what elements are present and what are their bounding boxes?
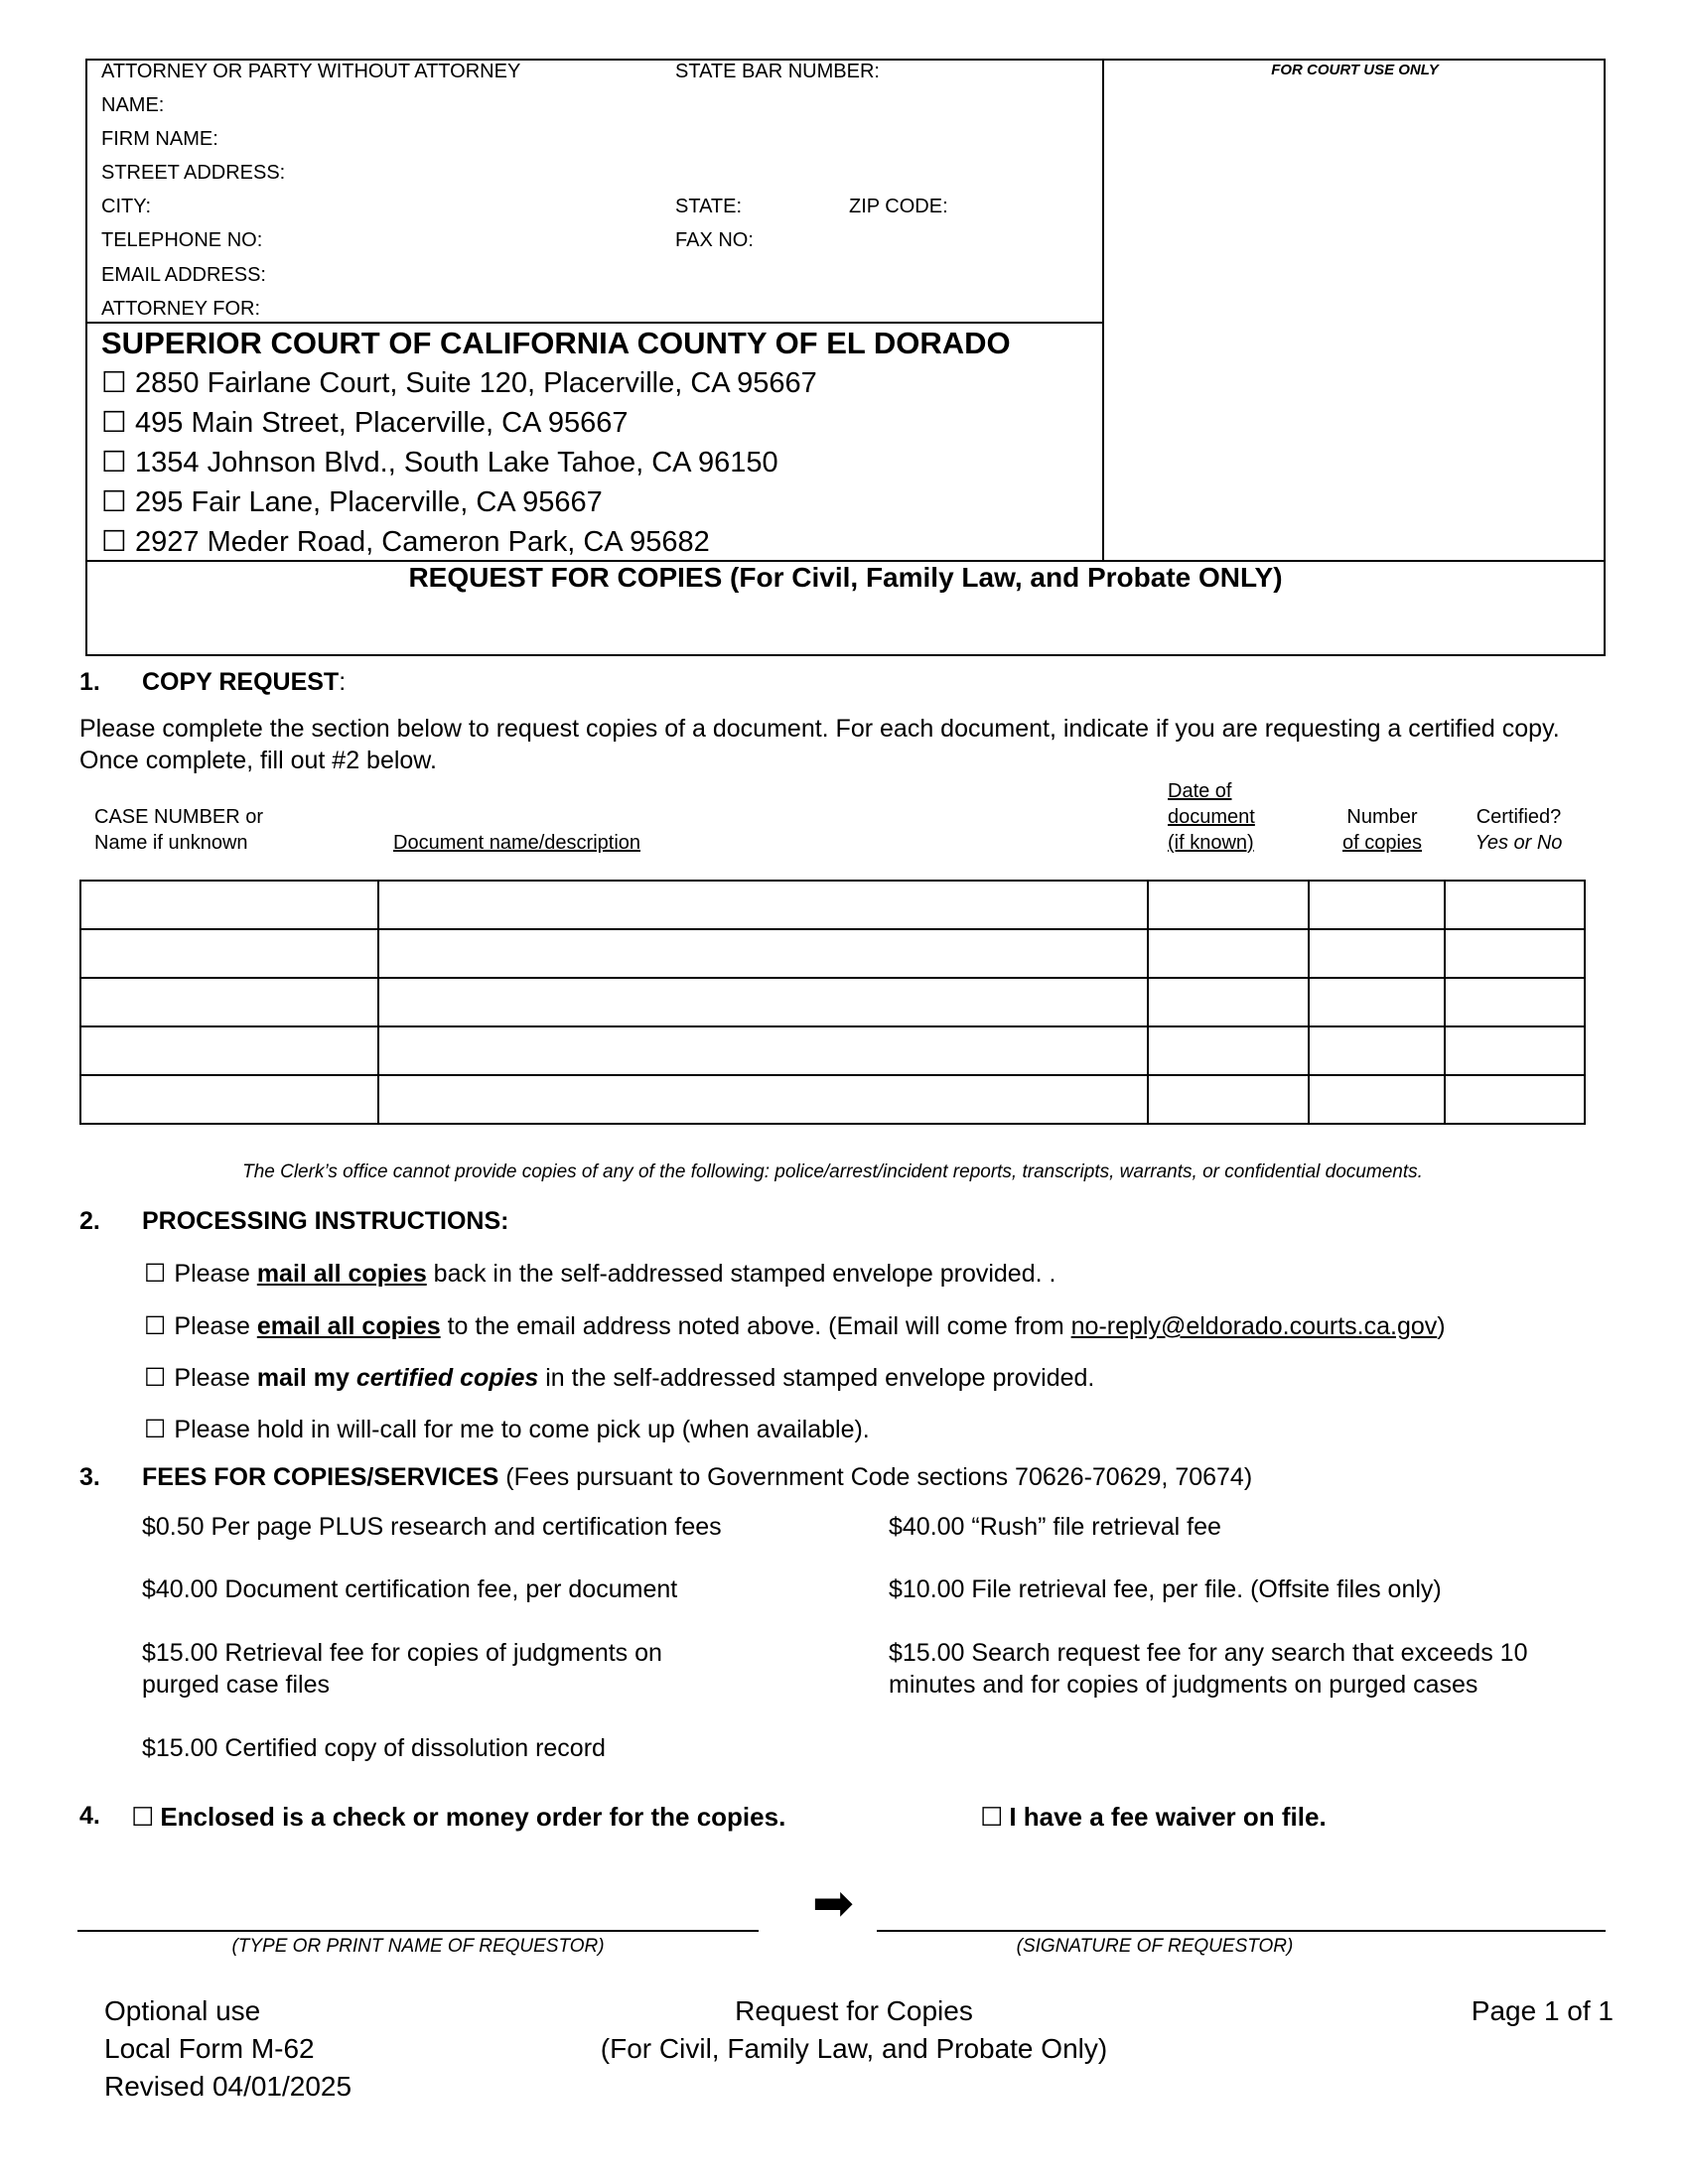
requestor-signature-label: (SIGNATURE OF REQUESTOR)	[1016, 1936, 1294, 1957]
footer-form-info: Optional use Local Form M-62 Revised 04/01/2025	[104, 1995, 352, 2102]
checkbox-icon[interactable]	[131, 1802, 154, 1832]
fee-item: $40.00 “Rush” file retrieval fee	[889, 1513, 1221, 1541]
table-row	[80, 1075, 1585, 1124]
section-2-title: PROCESSING INSTRUCTIONS:	[142, 1207, 509, 1235]
table-row	[80, 881, 1585, 929]
section-1-title: COPY REQUEST:	[142, 668, 347, 696]
city-label: CITY:	[101, 196, 152, 217]
court-location-option[interactable]: ☐ 295 Fair Lane, Placerville, CA 95667	[101, 484, 603, 519]
noreply-email-link[interactable]: no-reply@eldorado.courts.ca.gov	[1070, 1312, 1438, 1340]
section-2-number: 2.	[79, 1207, 100, 1235]
option-fee-waiver[interactable]: ☐ I have a fee waiver on file.	[980, 1802, 1327, 1833]
copies-count-cell[interactable]	[1309, 1075, 1445, 1124]
arrow-right-icon: ➡	[812, 1874, 854, 1932]
name-label: NAME:	[101, 94, 165, 116]
copies-count-cell[interactable]	[1309, 881, 1445, 929]
clerk-restriction-note: The Clerk’s office cannot provide copies of any of the following: police/arrest/incident reports, transcripts, warrants, or confidential documents.	[242, 1161, 1423, 1182]
document-date-cell[interactable]	[1148, 881, 1310, 929]
table-row	[80, 929, 1585, 978]
document-date-cell[interactable]	[1148, 1026, 1310, 1075]
requestor-signature-line[interactable]	[877, 1930, 1606, 1932]
email-address-label: EMAIL ADDRESS:	[101, 264, 266, 286]
document-date-cell[interactable]	[1148, 929, 1310, 978]
firm-name-label: FIRM NAME:	[101, 128, 218, 150]
table-row	[80, 978, 1585, 1026]
fee-item: $0.50 Per page PLUS research and certification fees	[142, 1513, 722, 1541]
section-1-number: 1.	[79, 668, 100, 696]
checkbox-icon[interactable]	[980, 1802, 1003, 1832]
certified-cell[interactable]	[1445, 978, 1585, 1026]
copies-count-cell[interactable]	[1309, 978, 1445, 1026]
option-mail-certified-copies[interactable]: ☐ Please mail my certified copies in the self-addressed stamped envelope provided.	[144, 1363, 1094, 1393]
requestor-name-label: (TYPE OR PRINT NAME OF REQUESTOR)	[231, 1936, 605, 1957]
col-header-date: Date of document (if known)	[1168, 780, 1255, 854]
document-date-cell[interactable]	[1148, 978, 1310, 1026]
court-location-option[interactable]: ☐ 1354 Johnson Blvd., South Lake Tahoe, CA 96150	[101, 445, 778, 479]
caption-divider-court	[85, 322, 1104, 324]
option-will-call[interactable]: ☐ Please hold in will-call for me to come pick up (when available).	[144, 1415, 870, 1444]
document-name-cell[interactable]	[378, 1075, 1148, 1124]
certified-cell[interactable]	[1445, 1026, 1585, 1075]
zip-code-label: ZIP CODE:	[849, 196, 948, 217]
checkbox-icon[interactable]	[144, 1260, 166, 1288]
certified-cell[interactable]	[1445, 881, 1585, 929]
telephone-label: TELEPHONE NO:	[101, 229, 263, 251]
attorney-for-label: ATTORNEY FOR:	[101, 298, 261, 320]
page-number: Page 1 of 1	[1471, 1995, 1614, 2026]
col-header-certified: Certified? Yes or No	[1475, 806, 1563, 854]
document-name-cell[interactable]	[378, 929, 1148, 978]
case-number-cell[interactable]	[80, 881, 378, 929]
footer-form-title: Request for Copies (For Civil, Family Law, and Probate Only)	[600, 1995, 1108, 2064]
document-date-cell[interactable]	[1148, 1075, 1310, 1124]
col-header-copies: Number of copies	[1341, 806, 1423, 854]
option-check-enclosed[interactable]: ☐ Enclosed is a check or money order for the copies.	[131, 1802, 785, 1833]
form-title: REQUEST FOR COPIES (For Civil, Family Law, and Probate ONLY)	[408, 562, 1283, 593]
fee-item: $15.00 Search request fee for any search that exceeds 10 minutes and for copies of judgments on purged cases	[889, 1639, 1528, 1699]
court-location-option[interactable]: ☐ 2927 Meder Road, Cameron Park, CA 95682	[101, 524, 710, 559]
section-3-number: 3.	[79, 1463, 100, 1491]
checkbox-icon[interactable]	[101, 486, 127, 518]
option-mail-all-copies[interactable]: ☐ Please mail all copies back in the self-addressed stamped envelope provided. .	[144, 1259, 1055, 1289]
fee-item: $40.00 Document certification fee, per document	[142, 1575, 678, 1603]
certified-cell[interactable]	[1445, 929, 1585, 978]
document-name-cell[interactable]	[378, 881, 1148, 929]
copy-request-table	[79, 880, 1586, 1125]
section-3-title: FEES FOR COPIES/SERVICES (Fees pursuant to Government Code sections 70626-70629, 70674)	[142, 1463, 1253, 1491]
court-use-label: FOR COURT USE ONLY	[1271, 62, 1439, 78]
fee-item: $15.00 Certified copy of dissolution record	[142, 1734, 606, 1762]
checkbox-icon[interactable]	[144, 1364, 166, 1392]
table-row	[80, 1026, 1585, 1075]
case-number-cell[interactable]	[80, 1075, 378, 1124]
option-email-all-copies[interactable]: ☐ Please email all copies to the email address noted above. (Email will come from no-reply@eldorado.courts.ca.gov)	[144, 1311, 1446, 1341]
checkbox-icon[interactable]	[101, 407, 127, 439]
document-name-cell[interactable]	[378, 1026, 1148, 1075]
fee-item: $10.00 File retrieval fee, per file. (Offsite files only)	[889, 1575, 1442, 1603]
section-4-number: 4.	[79, 1802, 100, 1830]
court-name: SUPERIOR COURT OF CALIFORNIA COUNTY OF EL DORADO	[101, 326, 1011, 360]
col-header-case: CASE NUMBER or Name if unknown	[94, 806, 264, 854]
certified-cell[interactable]	[1445, 1075, 1585, 1124]
fee-item: $15.00 Retrieval fee for copies of judgments on purged case files	[142, 1639, 662, 1699]
copies-count-cell[interactable]	[1309, 929, 1445, 978]
state-bar-label: STATE BAR NUMBER:	[675, 61, 880, 82]
fax-label: FAX NO:	[675, 229, 754, 251]
checkbox-icon[interactable]	[144, 1312, 166, 1340]
caption-divider-vertical	[1102, 59, 1104, 561]
court-location-option[interactable]: ☐ 495 Main Street, Placerville, CA 95667	[101, 405, 629, 440]
case-number-cell[interactable]	[80, 978, 378, 1026]
attorney-party-label: ATTORNEY OR PARTY WITHOUT ATTORNEY	[101, 61, 521, 82]
court-location-option[interactable]: ☐ 2850 Fairlane Court, Suite 120, Placerville, CA 95667	[101, 365, 817, 400]
requestor-name-line[interactable]	[77, 1930, 759, 1932]
col-header-document: Document name/description	[393, 832, 641, 854]
checkbox-icon[interactable]	[101, 526, 127, 558]
case-number-cell[interactable]	[80, 1026, 378, 1075]
checkbox-icon[interactable]	[101, 447, 127, 478]
case-number-cell[interactable]	[80, 929, 378, 978]
street-address-label: STREET ADDRESS:	[101, 162, 286, 184]
document-name-cell[interactable]	[378, 978, 1148, 1026]
state-label: STATE:	[675, 196, 743, 217]
checkbox-icon[interactable]	[144, 1416, 166, 1443]
section-1-instructions: Please complete the section below to request copies of a document. For each document, indicate if you are requesting a certified copy. Once complete, fill out #2 below.	[79, 715, 1560, 774]
copies-count-cell[interactable]	[1309, 1026, 1445, 1075]
checkbox-icon[interactable]	[101, 367, 127, 399]
